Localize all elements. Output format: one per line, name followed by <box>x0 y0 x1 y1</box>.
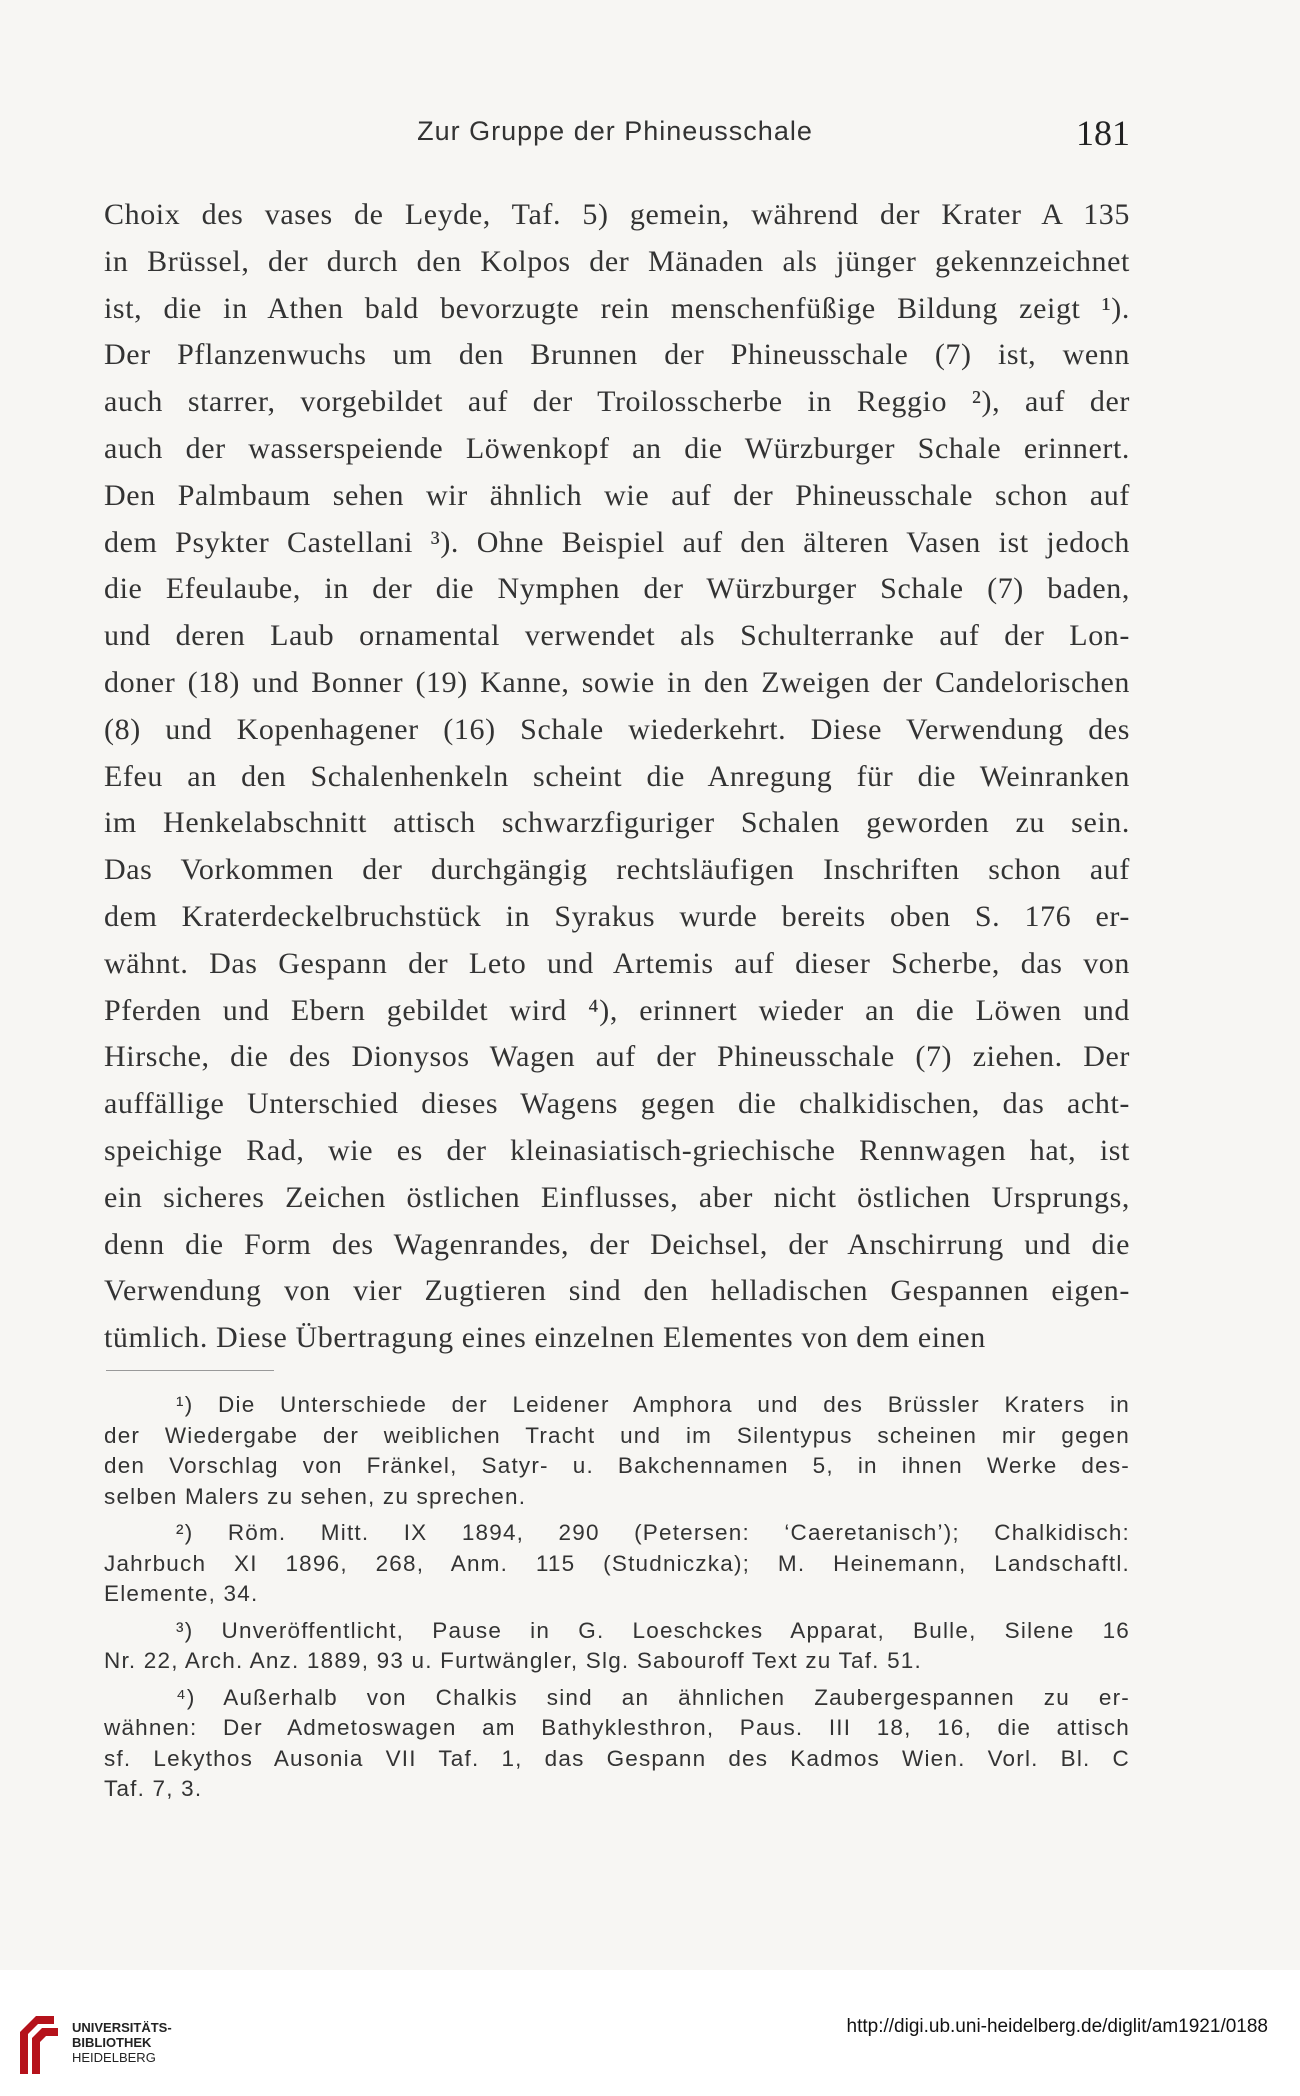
body-line: ein sicheres Zeichen östlichen Einflusses, aber nicht östlichen Ursprungs, <box>104 1180 1130 1214</box>
source-url-link[interactable]: http://digi.ub.uni-heidelberg.de/diglit/am1921/0188 <box>846 2016 1268 2037</box>
body-line: auch der wasserspeiende Löwenkopf an die Würzburger Schale erinnert. <box>104 431 1130 465</box>
body-line: dem Kraterdeckelbruchstück in Syrakus wurde bereits oben S. 176 er- <box>104 899 1130 933</box>
body-line: Hirsche, die des Dionysos Wagen auf der Phineusschale (7) ziehen. Der <box>104 1040 1130 1074</box>
footnotes <box>104 1390 1130 1811</box>
footnote-line: ⁴) Außerhalb von Chalkis sind an ähnlichen Zaubergespannen zu er- <box>176 1684 1130 1710</box>
footnote-line: Elemente, 34. <box>104 1581 259 1606</box>
body-line: Efeu an den Schalenhenkeln scheint die Anregung für die Weinranken <box>104 759 1130 793</box>
footnote-line: den Vorschlag von Fränkel, Satyr- u. Bakchennamen 5, in ihnen Werke des- <box>104 1453 1130 1478</box>
body-line: dem Psykter Castellani ³). Ohne Beispiel auf den älteren Vasen ist jedoch <box>104 525 1130 559</box>
body-line: ist, die in Athen bald bevorzugte rein menschenfüßige Bildung zeigt ¹). <box>104 291 1130 325</box>
library-logo-icon <box>14 2010 62 2080</box>
body-line: auch starrer, vorgebildet auf der Troilosscherbe in Reggio ²), auf der <box>104 385 1130 419</box>
footnote-line: ¹) Die Unterschiede der Leidener Amphora und des Brüssler Kraters in <box>176 1392 1130 1417</box>
footnote-line: ³) Unveröffentlicht, Pause in G. Loeschckes Apparat, Bulle, Silene 16 <box>176 1617 1130 1643</box>
body-line: Der Pflanzenwuchs um den Brunnen der Phineusschale (7) ist, wenn <box>104 338 1130 372</box>
library-name-line3: HEIDELBERG <box>72 2050 156 2065</box>
body-line: wähnt. Das Gespann der Leto und Artemis auf dieser Scherbe, das von <box>104 946 1130 980</box>
body-line: Choix des vases de Leyde, Taf. 5) gemein, während der Krater A 135 <box>104 198 1130 231</box>
footnote-line: ²) Röm. Mitt. IX 1894, 290 (Petersen: ‘Caeretanisch’); Chalkidisch: <box>176 1520 1130 1545</box>
body-line: die Efeulaube, in der die Nymphen der Würzburger Schale (7) baden, <box>104 572 1130 606</box>
body-line: doner (18) und Bonner (19) Kanne, sowie in den Zweigen der Candelorischen <box>104 665 1130 699</box>
body-line: Verwendung von vier Zugtieren sind den helladischen Gespannen eigen- <box>104 1274 1130 1308</box>
footnote <box>104 1390 1130 1512</box>
footnote-line: Nr. 22, Arch. Anz. 1889, 93 u. Furtwängler, Slg. Sabouroff Text zu Taf. 51. <box>104 1648 922 1673</box>
footnote <box>104 1683 1130 1805</box>
footnote-line: wähnen: Der Admetoswagen am Bathyklesthron, Paus. III 18, 16, die attisch <box>104 1715 1130 1740</box>
body-text <box>104 192 1130 1362</box>
footnote-line: der Wiedergabe der weiblichen Tracht und im Silentypus scheinen mir gegen <box>104 1422 1130 1448</box>
page-number: 181 <box>1076 113 1130 153</box>
body-line: speichige Rad, wie es der kleinasiatisch-griechische Rennwagen hat, ist <box>104 1133 1130 1167</box>
body-line: Den Palmbaum sehen wir ähnlich wie auf der Phineusschale schon auf <box>104 478 1130 512</box>
body-line: und deren Laub ornamental verwendet als Schulterranke auf der Lon- <box>104 619 1130 653</box>
body-line: (8) und Kopenhagener (16) Schale wiederkehrt. Diese Verwendung des <box>104 712 1130 746</box>
body-line: auffällige Unterschied dieses Wagens gegen die chalkidischen, das acht- <box>104 1087 1130 1121</box>
library-name <box>72 2020 172 2065</box>
footnote-divider <box>106 1370 274 1371</box>
footnote <box>104 1518 1130 1610</box>
running-title: Zur Gruppe der Phineusschale <box>417 116 813 146</box>
body-line: in Brüssel, der durch den Kolpos der Mänaden als jünger gekennzeichnet <box>104 244 1130 278</box>
library-name-line1: UNIVERSITÄTS- <box>72 2020 172 2035</box>
body-line: denn die Form des Wagenrandes, der Deichsel, der Anschirrung und die <box>104 1227 1130 1261</box>
body-line: Pferden und Ebern gebildet wird ⁴), erinnert wieder an die Löwen und <box>104 993 1130 1027</box>
footnote-line: Taf. 7, 3. <box>104 1776 203 1801</box>
footnote <box>104 1616 1130 1677</box>
footnote-line: selben Malers zu sehen, zu sprechen. <box>104 1483 527 1509</box>
body-line: Das Vorkommen der durchgängig rechtsläufigen Inschriften schon auf <box>104 853 1130 887</box>
running-head <box>100 112 1130 162</box>
footnote-line: Jahrbuch XI 1896, 268, Anm. 115 (Studniczka); M. Heinemann, Landschaftl. <box>104 1550 1130 1576</box>
body-line: tümlich. Diese Übertragung eines einzelnen Elementes von dem einen <box>104 1321 986 1355</box>
library-name-line2: BIBLIOTHEK <box>72 2035 152 2050</box>
body-line: im Henkelabschnitt attisch schwarzfiguriger Schalen geworden zu sein. <box>104 806 1130 840</box>
footer-bar <box>0 2000 1300 2096</box>
footnote-line: sf. Lekythos Ausonia VII Taf. 1, das Gespann des Kadmos Wien. Vorl. Bl. C <box>104 1745 1130 1771</box>
